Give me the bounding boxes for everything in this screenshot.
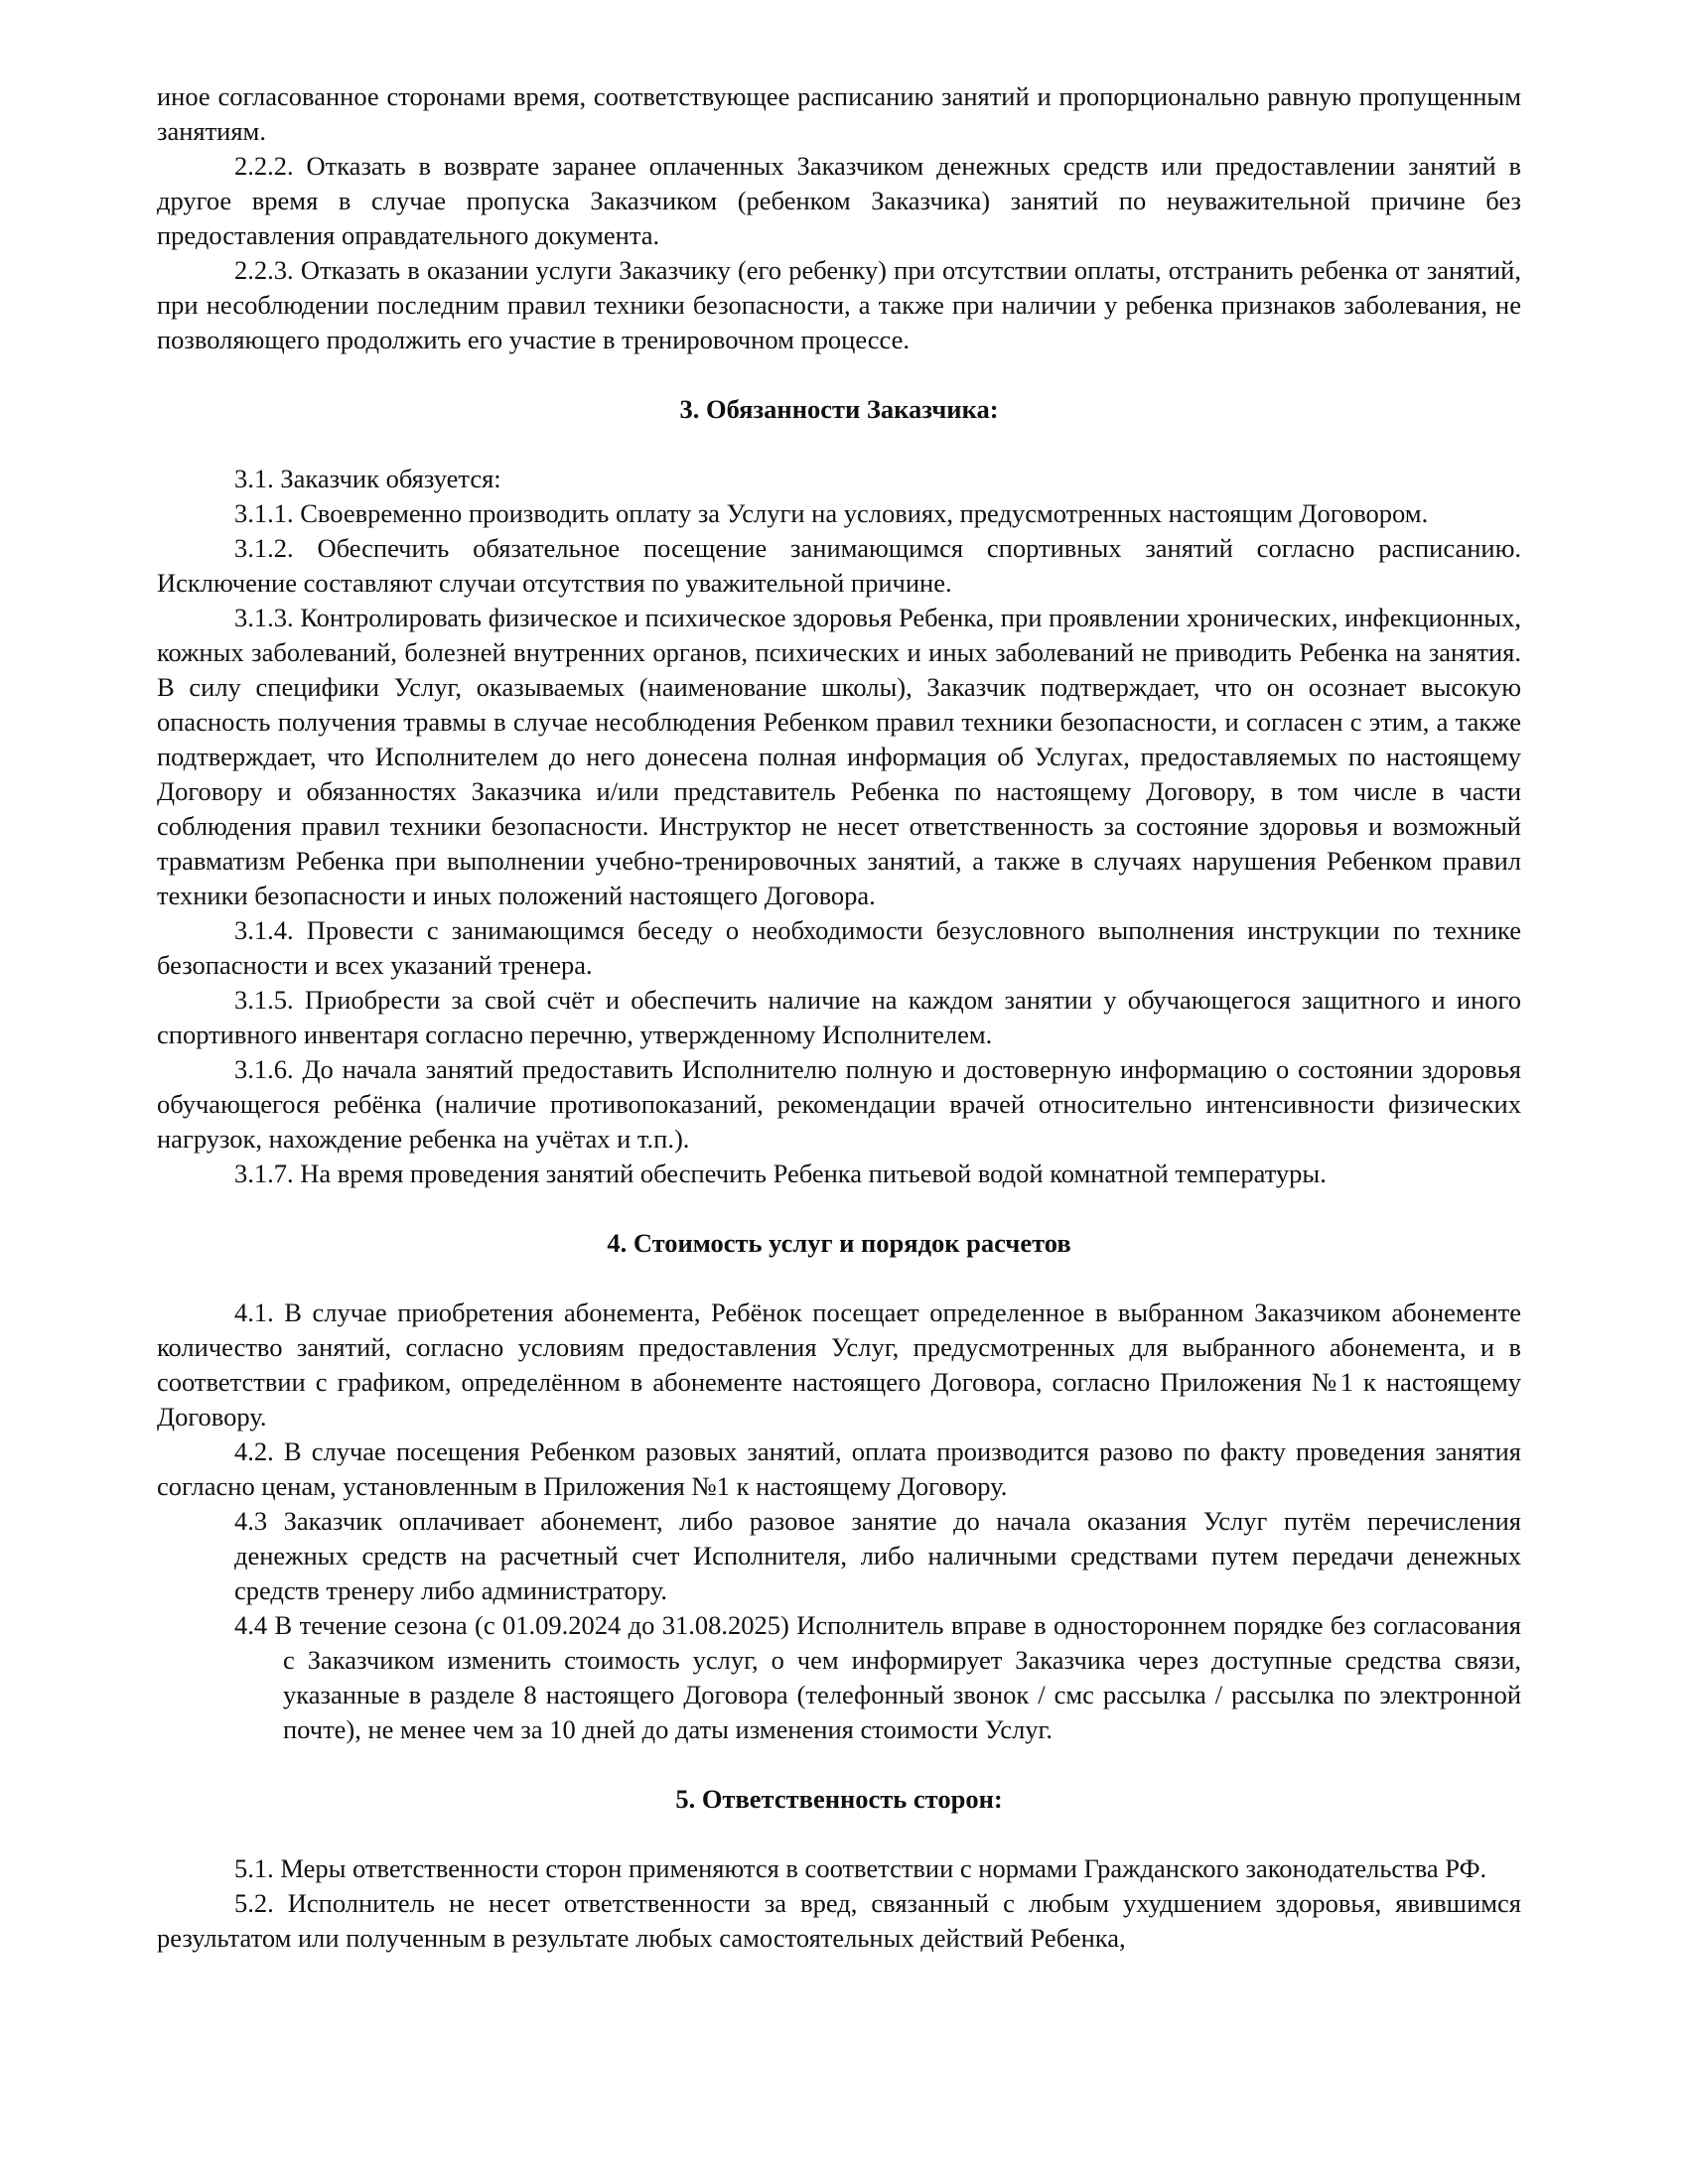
paragraph-5-2: 5.2. Исполнитель не несет ответственности за вред, связанный с любым ухудшением здоровья, явившимся результатом или полученным в результате любых самостоятельных действий Ребенка, [157,1888,1521,1953]
paragraph-2-2-1-tail: иное согласованное сторонами время, соответствующее расписанию занятий и пропорционально равную пропущенным занятиям. [157,81,1521,146]
section-5-heading: 5. Ответственность сторон: [675,1784,1003,1814]
paragraph-2-2-3: 2.2.3. Отказать в оказании услуги Заказчику (его ребенку) при отсутствии оплаты, отстранить ребенка от занятий, при несоблюдении последним правил техники безопасности, а также при наличии у ребенка признаков заболевания, не позволяющего продолжить его участие в тренировочном процессе. [157,255,1521,354]
paragraph-4-1: 4.1. В случае приобретения абонемента, Ребёнок посещает определенное в выбранном Заказчиком абонементе количество занятий, согласно условиям предоставления Услуг, предусмотренных для выбранного абонемента, и в соответствии с графиком, определённом в абонементе настоящего Договора, согласно Приложения №1 к настоящему Договору. [157,1297,1521,1432]
paragraph-4-4: 4.4 В течение сезона (с 01.09.2024 до 31.08.2025) Исполнитель вправе в одностороннем порядке без согласования с Заказчиком изменить стоимость услуг, о чем информирует Заказчика через доступные средства связи, указанные в разделе 8 настоящего Договора (телефонный звонок / смс рассылка / рассылка по электронной почте), не менее чем за 10 дней до даты изменения стоимости Услуг. [234,1610,1521,1744]
paragraph-3-1-3: 3.1.3. Контролировать физическое и психическое здоровья Ребенка, при проявлении хронических, инфекционных, кожных заболеваний, болезней внутренних органов, психических и иных заболеваний не приводить Ребенка на занятия. В силу специфики Услуг, оказываемых (наименование школы), Заказчик подтверждает, что он осознает высокую опасность получения травмы в случае несоблюдения Ребенком правил техники безопасности, и согласен с этим, а также подтверждает, что Исполнителем до него донесена полная информация об Услугах, предоставляемых по настоящему Договору и обязанностях Заказчика и/или представитель Ребенка по настоящему Договору, в том числе в части соблюдения правил техники безопасности. Инструктор не несет ответственность за состояние здоровья и возможный травматизм Ребенка при выполнении учебно-тренировочных занятий, а также в случаях нарушения Ребенком правил техники безопасности и иных положений настоящего Договора. [157,603,1521,910]
paragraph-3-1-6: 3.1.6. До начала занятий предоставить Исполнителю полную и достоверную информацию о состоянии здоровья обучающегося ребёнка (наличие противопоказаний, рекомендации врачей относительно интенсивности физических нагрузок, нахождение ребенка на учётах и т.п.). [157,1054,1521,1154]
paragraph-4-2: 4.2. В случае посещения Ребенком разовых занятий, оплата производится разово по факту проведения занятия согласно ценам, установленным в Приложения №1 к настоящему Договору. [157,1436,1521,1501]
paragraph-2-2-2: 2.2.2. Отказать в возврате заранее оплаченных Заказчиком денежных средств или предоставлении занятий в другое время в случае пропуска Заказчиком (ребенком Заказчика) занятий по неуважительной причине без предоставления оправдательного документа. [157,151,1521,250]
section-3-heading: 3. Обязанности Заказчика: [679,394,999,424]
paragraph-3-1-5: 3.1.5. Приобрести за свой счёт и обеспечить наличие на каждом занятии у обучающегося защитного и иного спортивного инвентаря согласно перечню, утвержденному Исполнителем. [157,985,1521,1049]
paragraph-3-1-4: 3.1.4. Провести с занимающимся беседу о необходимости безусловного выполнения инструкции по технике безопасности и всех указаний тренера. [157,915,1521,980]
paragraph-3-1: 3.1. Заказчик обязуется: [234,464,501,493]
paragraph-3-1-1: 3.1.1. Своевременно производить оплату за Услуги на условиях, предусмотренных настоящим Договором. [234,498,1429,528]
paragraph-5-1: 5.1. Меры ответственности сторон применяются в соответствии с нормами Гражданского законодательства РФ. [234,1853,1487,1883]
paragraph-3-1-7: 3.1.7. На время проведения занятий обеспечить Ребенка питьевой водой комнатной температуры. [234,1159,1327,1188]
paragraph-4-3: 4.3 Заказчик оплачивает абонемент, либо разовое занятие до начала оказания Услуг путём перечисления денежных средств на расчетный счет Исполнителя, либо наличными средствами путем передачи денежных средств тренеру либо администратору. [234,1506,1521,1605]
section-4-heading: 4. Стоимость услуг и порядок расчетов [607,1228,1071,1258]
paragraph-3-1-2: 3.1.2. Обеспечить обязательное посещение занимающимся спортивных занятий согласно расписанию. Исключение составляют случаи отсутствия по уважительной причине. [157,533,1521,598]
